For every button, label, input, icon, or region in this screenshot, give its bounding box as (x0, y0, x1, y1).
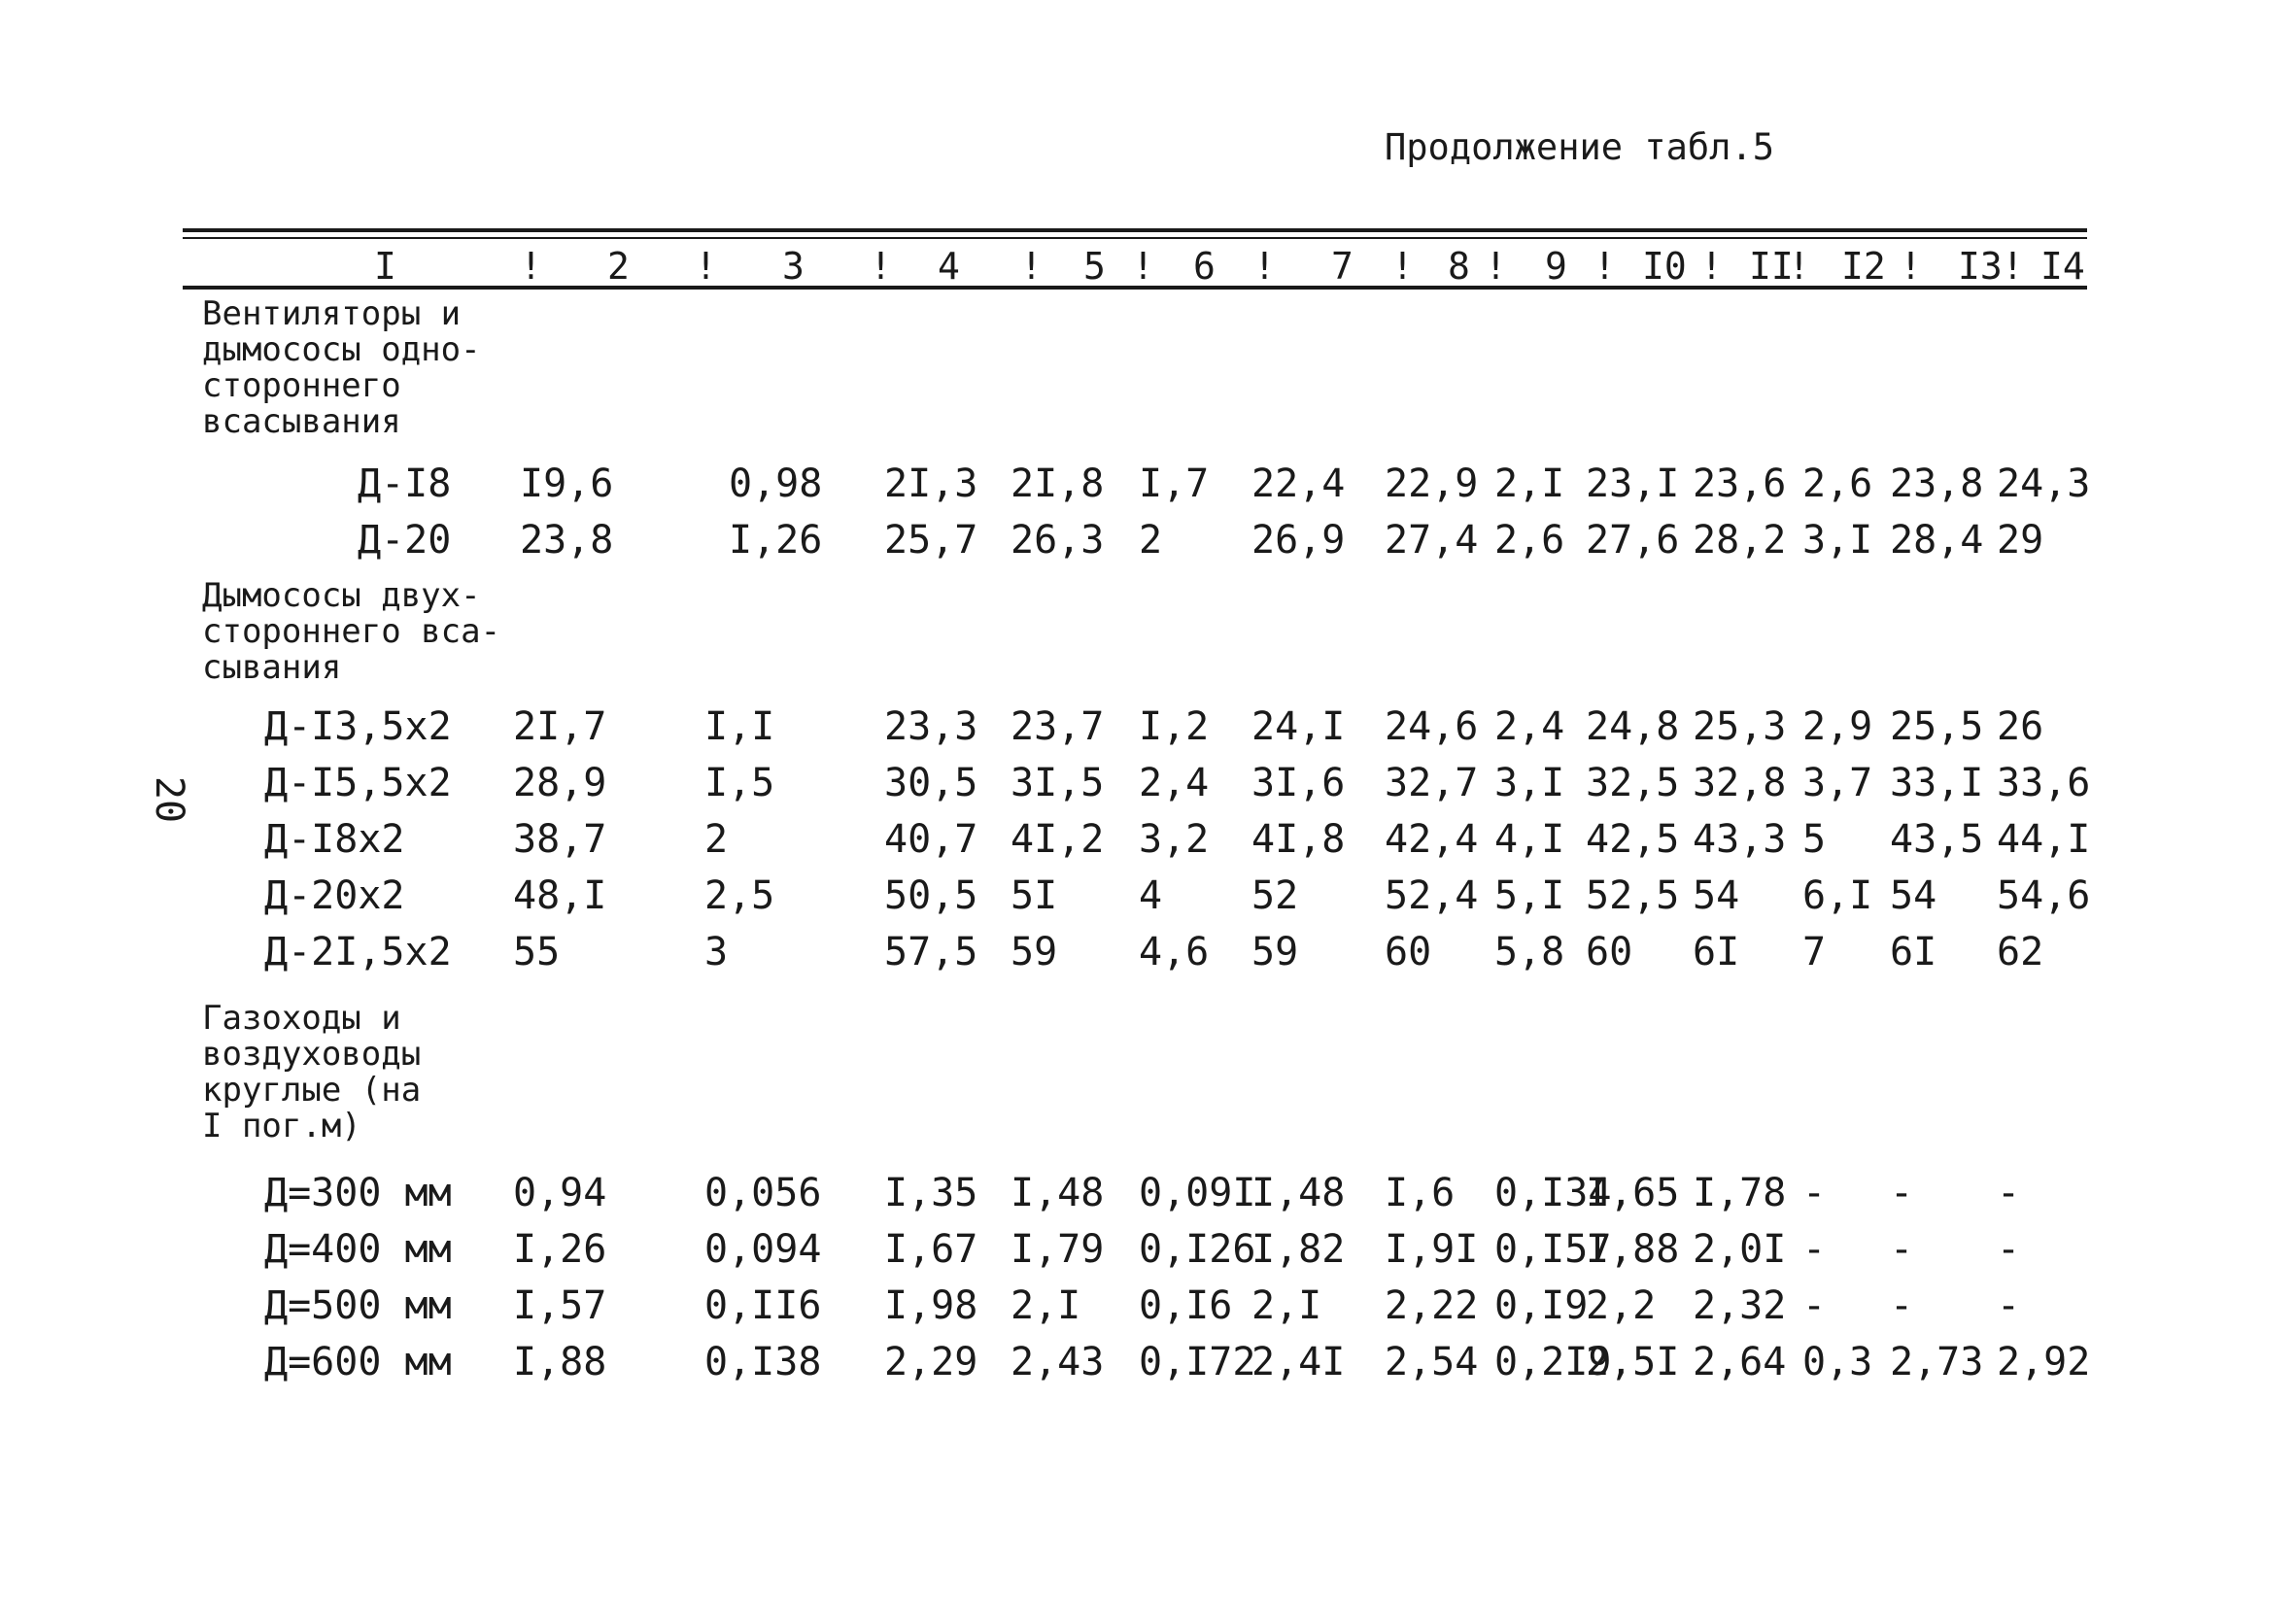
table-row (0, 1340, 2296, 1394)
table-cell: 4I,2 (1011, 817, 1105, 862)
table-cell: I,78 (1693, 1171, 1787, 1215)
row-label: Д=500 мм (264, 1283, 452, 1328)
column-header-6: 6 (1193, 245, 1216, 288)
table-cell: - (1890, 1227, 1914, 1272)
table-cell: - (1802, 1171, 1827, 1215)
table-row (0, 1227, 2296, 1281)
table-top-rule (183, 228, 2087, 232)
table-cell: 54 (1693, 873, 1740, 918)
table-cell: 0,I38 (704, 1340, 822, 1384)
table-cell: 23,3 (884, 704, 978, 749)
column-header-9: 9 (1545, 245, 1567, 288)
table-cell: 0,I6 (1139, 1283, 1233, 1328)
table-cell: 23,7 (1011, 704, 1105, 749)
table-row (0, 930, 2296, 984)
table-cell: 59 (1251, 930, 1299, 974)
row-label: Д=400 мм (264, 1227, 452, 1272)
table-cell: I,82 (1251, 1227, 1346, 1272)
table-cell: 2,32 (1693, 1283, 1787, 1328)
table-cell: 2,5I (1586, 1340, 1680, 1384)
table-cell: 6I (1693, 930, 1740, 974)
column-separator: ! (1253, 245, 1276, 288)
row-label: Д=600 мм (264, 1340, 452, 1384)
row-label: Д-2I,5x2 (264, 930, 452, 974)
table-cell: 24,8 (1586, 704, 1680, 749)
table-cell: 26,9 (1251, 518, 1346, 563)
table-row (0, 704, 2296, 759)
table-cell: - (1997, 1227, 2021, 1272)
table-cell: 4 (1139, 873, 1163, 918)
table-cell: 2,6 (1802, 461, 1873, 506)
table-cell: 50,5 (884, 873, 978, 918)
column-header-12: I2 (1841, 245, 1886, 288)
column-separator: ! (695, 245, 717, 288)
column-header-4: 4 (938, 245, 960, 288)
table-cell: 33,I (1890, 761, 1984, 805)
table-cell: 0,2I9 (1494, 1340, 1612, 1384)
table-cell: 28,9 (513, 761, 607, 805)
table-cell: I,9I (1385, 1227, 1479, 1272)
column-separator: ! (1593, 245, 1616, 288)
table-cell: 3,I (1802, 518, 1873, 563)
table-cell: 2 (1139, 518, 1163, 563)
table-cell: - (1890, 1171, 1914, 1215)
table-cell: 5 (1802, 817, 1827, 862)
table-cell: 26 (1997, 704, 2044, 749)
table-cell: 30,5 (884, 761, 978, 805)
table-cell: I,26 (513, 1227, 607, 1272)
table-cell: 3 (704, 930, 729, 974)
table-cell: 54 (1890, 873, 1937, 918)
table-cell: 25,5 (1890, 704, 1984, 749)
table-cell: 42,4 (1385, 817, 1479, 862)
table-cell: 44,I (1997, 817, 2091, 862)
table-top-rule-thin (183, 237, 2087, 239)
table-cell: 22,4 (1251, 461, 1346, 506)
table-row (0, 518, 2296, 572)
table-cell: I,48 (1251, 1171, 1346, 1215)
table-cell: 60 (1385, 930, 1432, 974)
table-cell: 52,5 (1586, 873, 1680, 918)
table-cell: 55 (513, 930, 561, 974)
table-cell: I,98 (884, 1283, 978, 1328)
table-cell: I,I (704, 704, 775, 749)
table-cell: 2I,8 (1011, 461, 1105, 506)
column-separator: ! (520, 245, 542, 288)
group-title: Дымососы двух- стороннего вса- сывания (202, 576, 501, 687)
table-cell: 2,29 (884, 1340, 978, 1384)
table-cell: I,2 (1139, 704, 1210, 749)
column-header-3: 3 (782, 245, 805, 288)
page-number: 20 (147, 775, 192, 824)
table-cell: 40,7 (884, 817, 978, 862)
table-cell: 2,5 (704, 873, 775, 918)
table-cell: 6I (1890, 930, 1937, 974)
table-cell: 22,9 (1385, 461, 1479, 506)
table-cell: 5,I (1494, 873, 1565, 918)
table-cell: I,67 (884, 1227, 978, 1272)
table-cell: 2 (704, 817, 729, 862)
table-cell: I,88 (513, 1340, 607, 1384)
table-cell: 26,3 (1011, 518, 1105, 563)
table-cell: 0,94 (513, 1171, 607, 1215)
table-cell: 0,I26 (1139, 1227, 1256, 1272)
table-cell: I,79 (1011, 1227, 1105, 1272)
table-cell: 2,I (1494, 461, 1565, 506)
table-cell: 2,22 (1385, 1283, 1479, 1328)
table-cell: 2,9 (1802, 704, 1873, 749)
table-cell: 0,I57 (1494, 1227, 1612, 1272)
table-cell: 0,I34 (1494, 1171, 1612, 1215)
table-cell: 24,I (1251, 704, 1346, 749)
table-cell: 52,4 (1385, 873, 1479, 918)
table-cell: - (1890, 1283, 1914, 1328)
column-separator: ! (1900, 245, 1922, 288)
column-separator: ! (1020, 245, 1043, 288)
table-cell: 28,2 (1693, 518, 1787, 563)
table-cell: 2,43 (1011, 1340, 1105, 1384)
table-cell: 57,5 (884, 930, 978, 974)
table-cell: 23,8 (520, 518, 614, 563)
table-cell: 62 (1997, 930, 2044, 974)
table-cell: 2,54 (1385, 1340, 1479, 1384)
table-cell: 48,I (513, 873, 607, 918)
table-cell: 0,09I (1139, 1171, 1256, 1215)
table-cell: 3I,5 (1011, 761, 1105, 805)
table-cell: - (1997, 1171, 2021, 1215)
table-cell: 32,5 (1586, 761, 1680, 805)
table-cell: 3,7 (1802, 761, 1873, 805)
table-cell: 0,98 (729, 461, 823, 506)
row-label: Д-I3,5x2 (264, 704, 452, 749)
table-row (0, 1283, 2296, 1338)
table-cell: 6,I (1802, 873, 1873, 918)
column-header-11: II (1749, 245, 1794, 288)
table-cell: I,35 (884, 1171, 978, 1215)
table-cell: 0,3 (1802, 1340, 1873, 1384)
column-header-1: I (374, 245, 396, 288)
table-cell: 0,I72 (1139, 1340, 1256, 1384)
table-cell: 23,8 (1890, 461, 1984, 506)
table-cell: 0,094 (704, 1227, 822, 1272)
column-header-14: I4 (2040, 245, 2085, 288)
column-header-7: 7 (1331, 245, 1354, 288)
table-cell: I,48 (1011, 1171, 1105, 1215)
table-cell: 2,6 (1494, 518, 1565, 563)
table-row (0, 817, 2296, 871)
column-header-10: I0 (1642, 245, 1687, 288)
table-cell: 23,I (1586, 461, 1680, 506)
table-cell: 4I,8 (1251, 817, 1346, 862)
table-cell: 25,7 (884, 518, 978, 563)
row-label: Д-I8 (358, 461, 452, 506)
group-title: Газоходы и воздуховоды круглые (на I пог.м) (202, 999, 422, 1145)
table-cell: 5I (1011, 873, 1058, 918)
table-cell: 32,8 (1693, 761, 1787, 805)
table-cell: - (1997, 1283, 2021, 1328)
column-separator: ! (870, 245, 892, 288)
table-cell: 24,3 (1997, 461, 2091, 506)
table-cell: 2,I (1251, 1283, 1322, 1328)
table-cell: 4,I (1494, 817, 1565, 862)
row-label: Д-20x2 (264, 873, 405, 918)
table-cell: 2,0I (1693, 1227, 1787, 1272)
table-cell: I,6 (1385, 1171, 1456, 1215)
column-header-8: 8 (1448, 245, 1470, 288)
table-cell: 2,92 (1997, 1340, 2091, 1384)
table-cell: 2,2 (1586, 1283, 1657, 1328)
table-cell: 23,6 (1693, 461, 1787, 506)
row-label: Д-I8x2 (264, 817, 405, 862)
column-separator: ! (1700, 245, 1723, 288)
table-cell: 2,73 (1890, 1340, 1984, 1384)
column-separator: ! (1132, 245, 1154, 288)
table-cell: 2,64 (1693, 1340, 1787, 1384)
column-separator: ! (1788, 245, 1810, 288)
group-title: Вентиляторы и дымососы одно- стороннего всасывания (202, 294, 481, 441)
table-cell: 0,056 (704, 1171, 822, 1215)
table-cell: 42,5 (1586, 817, 1680, 862)
table-cell: 43,5 (1890, 817, 1984, 862)
table-cell: 43,3 (1693, 817, 1787, 862)
table-cell: 2,4 (1494, 704, 1565, 749)
table-cell: 60 (1586, 930, 1633, 974)
table-cell: 2,4 (1139, 761, 1210, 805)
column-header-2: 2 (607, 245, 630, 288)
table-cell: 4,6 (1139, 930, 1210, 974)
table-cell: I,5 (704, 761, 775, 805)
table-cell: 24,6 (1385, 704, 1479, 749)
table-cell: 52 (1251, 873, 1299, 918)
table-cell: I,7 (1139, 461, 1210, 506)
table-cell: 54,6 (1997, 873, 2091, 918)
table-cell: 27,6 (1586, 518, 1680, 563)
table-cell: 33,6 (1997, 761, 2091, 805)
table-cell: I,88 (1586, 1227, 1680, 1272)
table-row (0, 461, 2296, 516)
table-cell: 7 (1802, 930, 1827, 974)
table-cell: 38,7 (513, 817, 607, 862)
row-label: Д=300 мм (264, 1171, 452, 1215)
table-cell: 2I,7 (513, 704, 607, 749)
table-caption: Продолжение табл.5 (1385, 126, 1774, 168)
table-cell: 28,4 (1890, 518, 1984, 563)
table-cell: 2I,3 (884, 461, 978, 506)
column-header-13: I3 (1958, 245, 2003, 288)
table-cell: 3,I (1494, 761, 1565, 805)
table-cell: I,57 (513, 1283, 607, 1328)
table-cell: 5,8 (1494, 930, 1565, 974)
table-cell: 0,I9 (1494, 1283, 1589, 1328)
table-cell: I9,6 (520, 461, 614, 506)
table-cell: 3I,6 (1251, 761, 1346, 805)
table-cell: 25,3 (1693, 704, 1787, 749)
table-cell: 27,4 (1385, 518, 1479, 563)
row-label: Д-I5,5x2 (264, 761, 452, 805)
table-cell: 2,4I (1251, 1340, 1346, 1384)
column-separator: ! (2002, 245, 2024, 288)
table-row (0, 1171, 2296, 1225)
table-cell: 32,7 (1385, 761, 1479, 805)
table-cell: 2,I (1011, 1283, 1081, 1328)
row-label: Д-20 (358, 518, 452, 563)
table-cell: 0,II6 (704, 1283, 822, 1328)
table-cell: - (1802, 1227, 1827, 1272)
column-separator: ! (1485, 245, 1507, 288)
table-row (0, 761, 2296, 815)
column-header-5: 5 (1083, 245, 1106, 288)
table-row (0, 873, 2296, 928)
table-cell: 29 (1997, 518, 2044, 563)
table-cell: 3,2 (1139, 817, 1210, 862)
table-cell: I,26 (729, 518, 823, 563)
column-separator: ! (1391, 245, 1414, 288)
table-cell: - (1802, 1283, 1827, 1328)
table-cell: 59 (1011, 930, 1058, 974)
table-cell: I,65 (1586, 1171, 1680, 1215)
